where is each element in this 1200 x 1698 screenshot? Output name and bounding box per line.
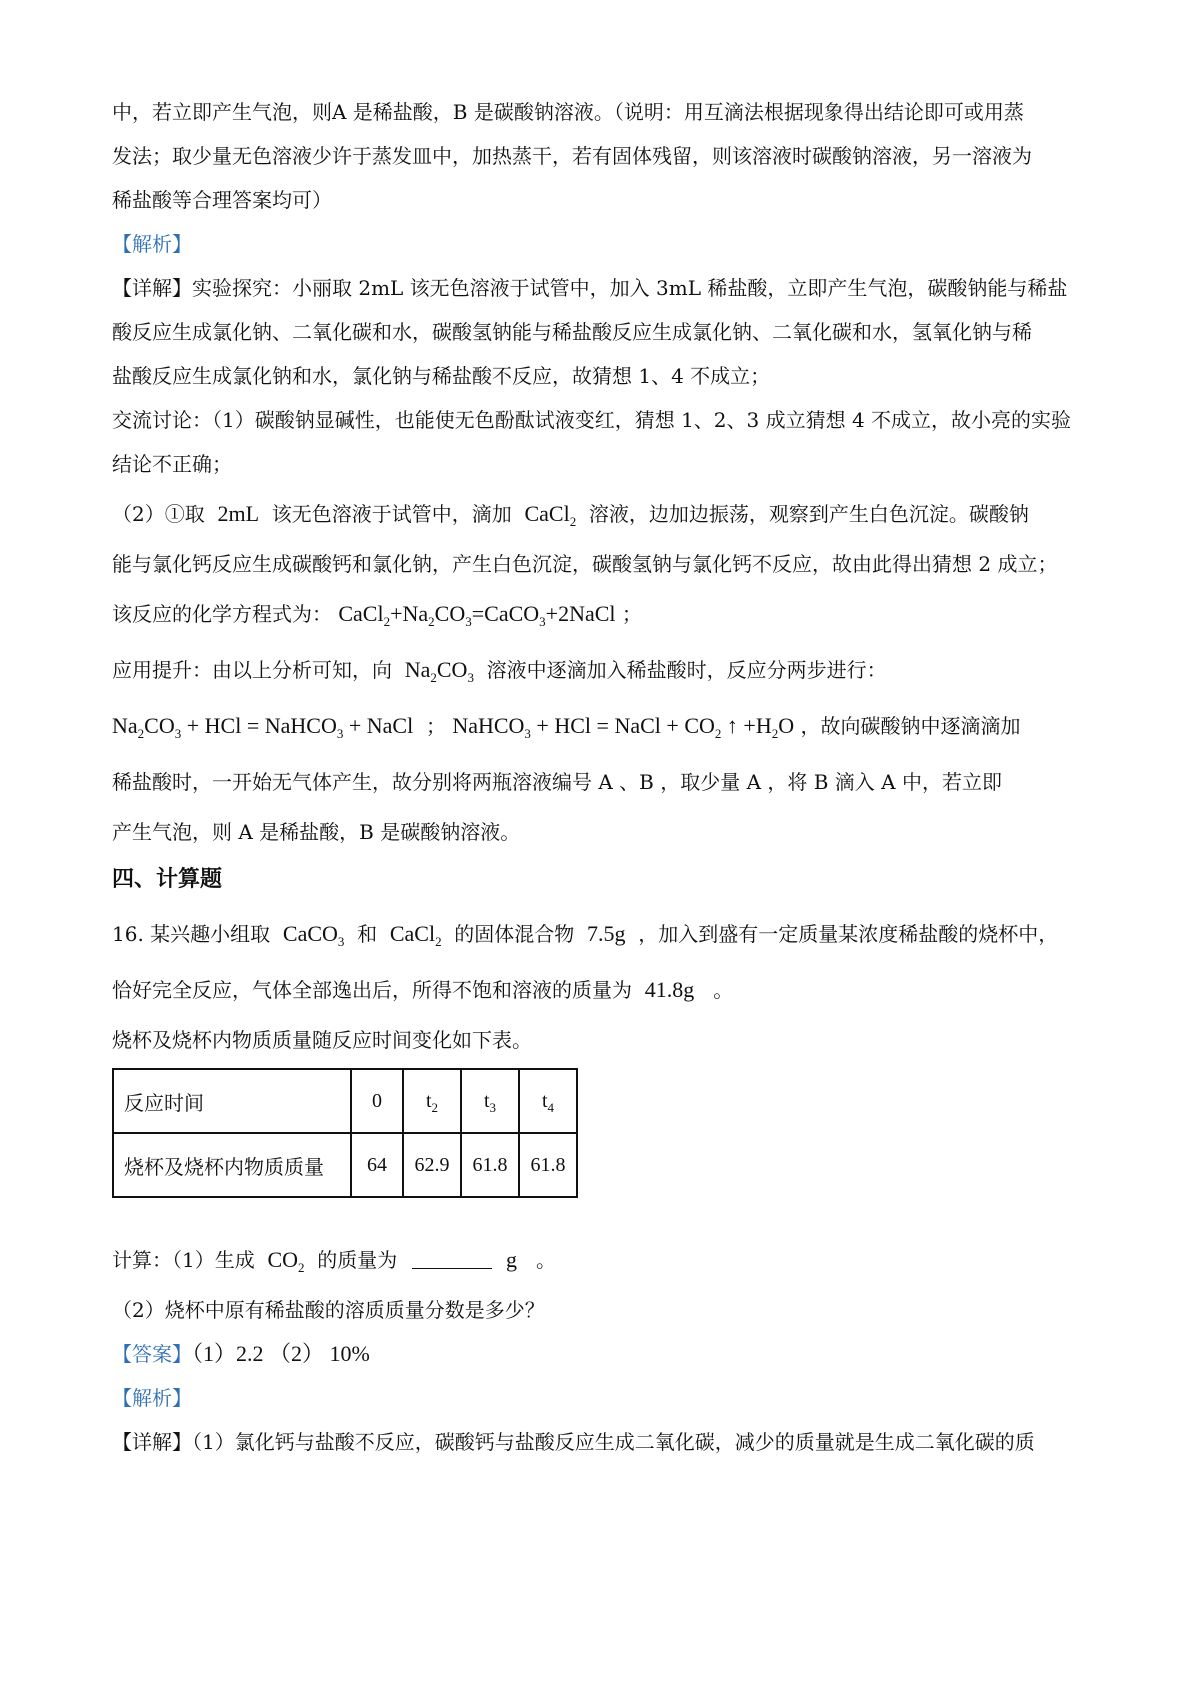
text-span: ，故向碳酸钠中逐滴滴加 xyxy=(800,714,1021,738)
equation-cacl2-na2co3: $CaCl_2+Na_2CO_3=CaCO_3+2NaCl$ xyxy=(338,601,616,629)
text-span: 恰好完全反应，气体全部逸出后，所得不饱和溶液的质量为 xyxy=(112,978,632,1002)
text-line xyxy=(112,962,1100,1018)
text-line xyxy=(112,1420,1100,1464)
text-span: 溶液，边加边振荡，观察到产生白色沉淀。碳酸钠 xyxy=(588,502,1029,526)
text-line: $Na_2CO_3$ + HCl = NaHCO$_3$ + NaCl ； NaHCO$_3$ + HCl = NaCl + $CO_2$ ↑ $+H_2O$ ，故向碳酸钠中逐滴滴加 xyxy=(112,713,1021,741)
text-span: 溶液中逐滴加入稀盐酸时，反应分两步进行： xyxy=(486,658,887,682)
formula-cacl2: CaCl$_2$ xyxy=(524,501,577,529)
solution-mass: 41.8g xyxy=(644,977,695,1002)
row-header: 烧杯及烧杯内物质质量 xyxy=(113,1133,351,1197)
equation-step2: NaHCO$_3$ + HCl = NaCl + $CO_2$ ↑ $+H_2O$ xyxy=(452,713,795,741)
table-cell: 61.8 xyxy=(461,1133,519,1197)
text-span: 的质量为 xyxy=(317,1248,398,1272)
calc-question-1 xyxy=(112,1232,1100,1288)
formula-na2co3: $Na_2CO_3$ xyxy=(404,657,474,685)
text-line: 稀盐酸等合理答案均可） xyxy=(112,188,332,212)
text-span: ； xyxy=(621,602,642,626)
text-span: 该无色溶液于试管中，滴加 xyxy=(271,502,512,526)
table-cell: $t_2$ xyxy=(403,1069,461,1133)
detail-tag: 【详解】 xyxy=(112,276,192,300)
text-line: 产生气泡，则 A 是稀盐酸，B 是碳酸钠溶液。 xyxy=(112,820,521,844)
text-line: 酸反应生成氯化钠、二氧化碳和水，碳酸氢钠能与稀盐酸反应生成氯化钠、二氧化碳和水，氢氧化钠与稀 xyxy=(112,320,1032,344)
row-header: 反应时间 xyxy=(113,1069,351,1133)
text-line: 发法；取少量无色溶液少许于蒸发皿中，加热蒸干，若有固体残留，则该溶液时碳酸钠溶液，另一溶液为 xyxy=(112,144,1032,168)
text-line xyxy=(112,266,1100,310)
text-span: 。 xyxy=(536,1248,557,1272)
text-span: ，加入到盛有一定质量某浓度稀盐酸的烧杯中， xyxy=(638,922,1059,946)
text-line: 结论不正确； xyxy=(112,452,232,476)
answer-line xyxy=(112,1332,1100,1376)
text-line xyxy=(112,586,1100,642)
text-span: 。 xyxy=(713,978,734,1002)
text-span: 的固体混合物 xyxy=(454,922,575,946)
text-span: （1）氯化钙与盐酸不反应，碳酸钙与盐酸反应生成二氧化碳，减少的质量就是生成二氧化碳的质 xyxy=(192,1430,1035,1454)
table-row xyxy=(113,1133,577,1197)
text-span: （2）①取 xyxy=(112,502,205,526)
calc-question-2: （2）烧杯中原有稀盐酸的溶质质量分数是多少？ xyxy=(112,1298,545,1322)
text-line: 交流讨论：（1）碳酸钠显碱性，也能使无色酚酞试液变红，猜想 1、2、3 成立猜想 4 不成立，故小亮的实验 xyxy=(112,408,1072,432)
text-line: 中，若立即产生气泡，则A 是稀盐酸，B 是碳酸钠溶液。（说明：用互滴法根据现象得出结论即可或用蒸 xyxy=(112,100,1024,124)
table-row xyxy=(113,1069,577,1133)
table-cell: $t_3$ xyxy=(461,1069,519,1133)
text-line xyxy=(112,642,1100,698)
answer-text: （1）2.2 （2） 10% xyxy=(192,1341,370,1366)
equation-step1: $Na_2CO_3$ + HCl = NaHCO$_3$ + NaCl xyxy=(112,713,414,741)
volume-value: 2mL xyxy=(217,501,260,526)
formula-caco3: CaCO$_3$ xyxy=(282,921,345,949)
text-span: 计算：（1）生成 xyxy=(112,1248,255,1272)
mixture-mass: 7.5g xyxy=(587,921,626,946)
detail-tag: 【详解】 xyxy=(112,1430,192,1454)
table-cell: 0 xyxy=(351,1069,403,1133)
text-span: 16. 某兴趣小组取 xyxy=(112,922,271,946)
answer-blank xyxy=(412,1252,492,1269)
text-line: 稀盐酸时，一开始无气体产生，故分别将两瓶溶液编号 A 、B ，取少量 A ，将 B 滴入 A 中，若立即 xyxy=(112,770,1002,794)
text-span: 实验探究：小丽取 2mL 该无色溶液于试管中，加入 3mL 稀盐酸，立即产生气泡，碳酸钠能与稀盐 xyxy=(192,276,1068,300)
table-cell: 62.9 xyxy=(403,1133,461,1197)
text-line: 能与氯化钙反应生成碳酸钙和氯化钠，产生白色沉淀，碳酸氢钠与氯化钙不反应，故由此得出猜想 2 成立； xyxy=(112,552,1058,576)
text-line: 盐酸反应生成氯化钠和水，氯化钠与稀盐酸不反应，故猜想 1、4 不成立； xyxy=(112,364,771,388)
table-cell: 64 xyxy=(351,1133,403,1197)
mass-time-table xyxy=(112,1068,578,1198)
answer-tag: 【答案】 xyxy=(112,1342,192,1366)
formula-co2: $CO_2$ xyxy=(267,1247,305,1275)
text-line xyxy=(112,486,1100,542)
unit-g: g xyxy=(505,1247,517,1272)
table-cell: 61.8 xyxy=(519,1133,577,1197)
formula-cacl2: CaCl$_2$ xyxy=(389,921,442,949)
table-cell: $t_4$ xyxy=(519,1069,577,1133)
question-16 xyxy=(112,906,1100,962)
table-intro: 烧杯及烧杯内物质质量随反应时间变化如下表。 xyxy=(112,1028,532,1052)
analysis-tag: 【解析】 xyxy=(112,1386,192,1410)
analysis-tag: 【解析】 xyxy=(112,232,192,256)
section-heading: 四、计算题 xyxy=(112,867,223,892)
text-span: 应用提升：由以上分析可知，向 xyxy=(112,658,392,682)
text-span: 和 xyxy=(357,922,378,946)
text-span: 该反应的化学方程式为： xyxy=(112,602,332,626)
